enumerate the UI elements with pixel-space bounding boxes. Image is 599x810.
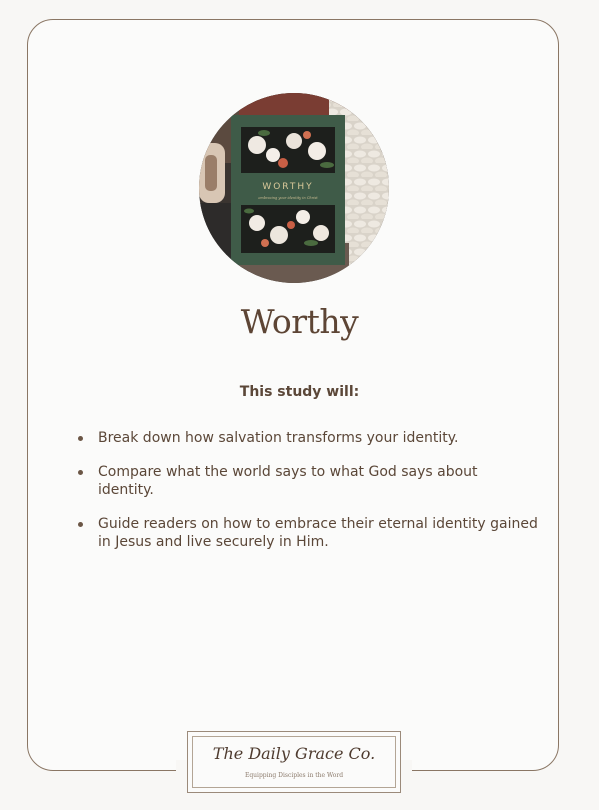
- logo-tagline: Equipping Disciples in the Word: [244, 772, 344, 779]
- study-title: Worthy: [240, 302, 359, 341]
- list-item: [78, 463, 478, 499]
- book-title-text: WORTHY: [262, 182, 314, 192]
- bullet-text: Compare what the world says to what God says about identity.: [98, 464, 478, 498]
- bullet-dot-icon: [78, 436, 83, 441]
- logo-name: The Daily Grace Co.: [212, 744, 376, 763]
- bullet-dot-icon: [78, 470, 83, 475]
- list-item: [78, 515, 538, 551]
- book-photo-icon: [199, 93, 389, 283]
- bullet-text: Guide readers on how to embrace their eternal identity gained in Jesus and live securely in Him.: [98, 516, 538, 550]
- bullet-text: Break down how salvation transforms your identity.: [98, 430, 459, 446]
- book-cover-image: [199, 93, 389, 283]
- bullet-dot-icon: [78, 522, 83, 527]
- study-bullet-list: [78, 429, 538, 567]
- list-item: [78, 429, 538, 447]
- brand-logo: [187, 731, 401, 793]
- study-subtitle: This study will:: [239, 384, 360, 400]
- book-subtitle-text: embracing your identity in Christ: [258, 196, 318, 200]
